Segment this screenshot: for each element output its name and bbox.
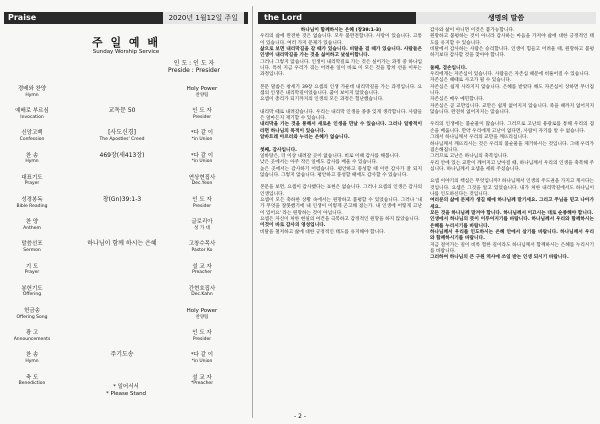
order-item-en: Confession <box>19 136 45 142</box>
order-leader <box>176 308 228 321</box>
sermon-paragraph: 하나님께서 깨뜨리시는 것은 우리의 불순물을 제거하시는 것입니다. 그때 우리가 겸손해집니다. <box>430 141 594 153</box>
service-date: 2020년 1월12일 주일 <box>163 12 244 24</box>
sermon-paragraph: 비탈에서 감사하는 사람은 승리합니다. 인생이 힘들고 어려울 때, 원망하고 불평하기보다 감사할 것을 찾아야 합니다. <box>430 47 594 59</box>
sermon-paragraph: 요셉이 모든 축하한 상황 속에서는 원망하고 불평할 수 있었습니다. 그러나 '내가 무엇을 잘못했기에 내 인생이 이렇게 곤고해 졌는가. 내 인생에 어떻게 고난이 있어요' 라는 원망하는 것이 아닙니다. <box>260 197 422 216</box>
page-number: - 2 - <box>294 413 306 420</box>
order-detail-main: 교독문 50 <box>108 107 136 115</box>
lord-header <box>258 12 596 24</box>
order-leader-en: Dec.Kahn <box>191 292 213 298</box>
order-detail <box>62 197 182 204</box>
order-item-en: Prayer <box>24 181 40 187</box>
sermon-text-col-1 <box>260 28 422 236</box>
order-leader-en: *in Union <box>191 358 213 364</box>
order-leader-ko: *다 같 이 <box>190 152 214 159</box>
order-leader-ko: 인 도 자 <box>192 197 212 203</box>
order-detail-main: 469장(새413장) <box>99 151 145 159</box>
sermon-paragraph: 인생에서 하나님의 뜻이 이루어지기를 바랍니다. 하나님께서 우리와 함께하시는 은혜를 누리시기를 바랍니다. <box>430 217 594 229</box>
sermon-paragraph: 여러분의 삶에 문제가 생길 때에 하나님께 맡기세요. 그리고 주님을 믿고 나아가세요. <box>430 198 594 210</box>
sermon-paragraph: 그러나 그렇지 않습니다. 인생이 내리막길로 가는 것은 실어가는 과정 중 하나입니다. 특히 지금 우리가 겪는 어려운 일이 바로 이 모든 것을 합쳐 선을 이루는 과정입니다. <box>260 59 422 78</box>
sermon-section-title: 생명의 말씀 <box>416 12 596 24</box>
order-detail-main: 주기도송 <box>110 351 134 359</box>
service-subtitle: Sunday Worship Service <box>92 49 160 55</box>
order-leader-en: 찬양팀 <box>195 92 209 98</box>
order-item-ko: 신앙고백 <box>21 130 43 137</box>
order-item <box>6 130 58 143</box>
order-leader-ko: 인 도 자 <box>192 108 212 115</box>
order-item-en: Hymn <box>25 92 39 98</box>
order-leader-en: Dec.Yeon <box>191 181 213 187</box>
order-leader-ko: Holy Power <box>186 86 218 92</box>
sermon-paragraph: 첫째, 감사입니다. <box>260 147 297 153</box>
order-item <box>6 175 58 188</box>
sermon-paragraph: 하나님께서 우리를 인도하시는 은혜 안에서 살기를 바랍니다. 하나님께서 우리와 함께하시기를 바랍니다. <box>430 229 594 242</box>
order-item-en: Sermon <box>23 247 41 253</box>
order-leader <box>176 130 228 143</box>
sermon-paragraph: 요셉은 자신이 처한 현실의 여건을 극복하고 감정적인 원망을 하지 않았습니다. <box>260 216 420 222</box>
order-item-en: Anthem <box>23 225 41 231</box>
column-divider <box>252 6 253 418</box>
praise-header <box>4 12 248 24</box>
order-item-ko: 예배로 부르심 <box>15 108 49 115</box>
presider-en: Preside : Presider <box>168 67 220 74</box>
order-leader-en: *in Union <box>191 159 213 165</box>
order-leader-ko: 설 교 자 <box>192 374 212 381</box>
order-leader-en: *Preacher <box>190 381 214 387</box>
order-item-en: Hymn <box>25 159 39 165</box>
order-detail <box>62 352 182 359</box>
order-item-en: Benediction <box>18 381 46 387</box>
order-leader-ko: 연상현집사 <box>188 174 216 181</box>
sermon-paragraph: 비탈을 철저하고 삶에 대한 긍정적인 태도를 유지해야 합니다. <box>260 229 386 235</box>
sermon-column <box>254 0 600 424</box>
order-detail-en: The Apostles' Creed <box>99 136 145 142</box>
sermon-paragraph: 자존심은 때때로 사고가 될 수 있습니다. <box>430 78 512 84</box>
order-leader <box>176 219 228 232</box>
sermon-paragraph: 내리막을 가는 것을 통해서 새로운 인생을 만날 수 있습니다. 그러나 일방적이라면 하나님의 목적이 있습니다. <box>260 122 422 134</box>
order-item-ko: 기 도 <box>25 263 39 270</box>
sermon-paragraph: 모든 것을 하나님께 맡겨야 합니다. 하나님께서 이끄시는 대로 순종해야 합니다. <box>430 210 594 216</box>
sermon-paragraph: 낮은 곳에서는 아주 작은 일에도 감사를 배울 수 있습니다. <box>260 160 378 166</box>
order-item-ko: 찬 송 <box>25 352 39 359</box>
order-leader <box>176 286 228 299</box>
stand-note-en: * Please Stand <box>105 391 147 397</box>
order-leader <box>176 86 228 99</box>
order-leader-ko: 설 교 자 <box>192 263 212 270</box>
order-item-ko: 찬 송 <box>25 152 39 159</box>
order-item <box>6 352 58 365</box>
sermon-paragraph: 이것이 바로 감사의 영성입니다. <box>260 223 326 229</box>
order-leader <box>176 175 228 188</box>
order-leader-ko: *다 같 이 <box>190 352 214 359</box>
stand-note <box>0 384 252 398</box>
sermon-paragraph: 둘째, 겸손입니다. <box>430 65 467 71</box>
order-item <box>6 308 58 321</box>
order-leader <box>176 264 228 277</box>
sermon-paragraph: 자존심은 쉽게 사라지지 않습니다. 은혜를 받았다 해도 자존심이 상하면 무너집니다. <box>430 84 594 97</box>
order-leader-en: Presider <box>192 336 212 342</box>
order-item-en: Offering <box>22 292 42 298</box>
sermon-text-col-2 <box>430 28 594 262</box>
sermon-paragraph: 지금 걸어가는 길이 비록 험한 길이라도 하나님께서 함께하시는 은혜를 누리시기를 바랍니다. <box>430 242 594 254</box>
order-item-en: Offering Song <box>16 314 48 320</box>
order-leader-ko: *다 같 이 <box>190 130 214 137</box>
order-item <box>6 264 58 277</box>
order-leader-en: 찬양팀 <box>195 314 209 320</box>
sermon-paragraph: 본문 말씀은 창세기 39장 요셉의 인생 가운데 내리막길을 가는 과정입니다. 요셉의 인생은 내리막길이었습니다. 꿈이 보이지 않았습니다. <box>260 84 422 97</box>
order-item-ko: 봉헌기도 <box>21 285 43 292</box>
order-detail <box>62 130 182 143</box>
order-item <box>6 286 58 299</box>
sermon-paragraph: 본문을 보면, 요셉이 감사했다는 표현은 없습니다. 그러나 요셉의 인생은 감사의 인생입니다. <box>260 185 422 197</box>
order-of-worship-column <box>0 0 252 424</box>
order-item-en: Bible Reading <box>16 203 48 209</box>
order-item <box>6 219 58 232</box>
order-leader <box>176 108 228 121</box>
order-leader-en: 성 가 대 <box>194 225 210 231</box>
presider-name: 인 도 : 인 도 자 <box>173 60 215 67</box>
order-item-ko: 광 고 <box>25 330 39 337</box>
order-leader <box>176 197 228 210</box>
order-item-ko: 대표기도 <box>21 174 43 181</box>
order-item-ko: 성경봉독 <box>21 197 43 203</box>
order-leader <box>176 352 228 365</box>
order-detail <box>62 241 182 248</box>
order-detail <box>62 108 182 115</box>
sermon-paragraph: 우리 안에 있는 교만이 깨어지고 낮아질 때, 하나님께서 우리의 인생을 축복해 주십니다. 하나님께서 요셉을 세워 주셨습니다. <box>430 160 594 172</box>
order-detail <box>62 153 182 160</box>
order-item <box>6 197 58 210</box>
order-item <box>6 241 58 254</box>
order-item-en: Announcements <box>13 336 51 342</box>
sermon-paragraph: 일바탕은, 더 이상 내려갈 곳이 없습니다. 비로 이때 감사를 해봅니다. <box>260 153 401 159</box>
order-leader-en: Pastor Ko <box>191 247 213 253</box>
sermon-paragraph: 하나님이 함께하시는 은혜 (창39:1-3) <box>300 28 382 33</box>
sermon-paragraph: 알바트레 아르러와 누리는 은혜가 없습니다. <box>260 135 350 141</box>
order-detail-main: 하나님이 함께 하시는 은혜 <box>87 240 157 248</box>
order-item-ko: 축 도 <box>25 374 39 381</box>
sermon-paragraph: 자존심은 곧 교만입니다. 교만은 쉽게 없어지지 않습니다. 죽을 때까지 없어지지 않습니다. 완전히 없어지지는 않습니다. <box>430 103 594 116</box>
order-leader-ko: 간현호집사 <box>188 285 216 292</box>
order-leader <box>176 153 228 166</box>
order-leader <box>176 241 228 254</box>
order-leader-ko: 고창수목사 <box>188 241 216 248</box>
sermon-paragraph: 그래서 하나님께서 우리의 교만을 깨뜨리십니다. <box>430 135 529 141</box>
order-leader-en: *in Union <box>191 136 213 142</box>
order-detail-main: [사도신경] <box>108 129 136 137</box>
order-item-ko: 헌금송 <box>24 308 40 314</box>
service-title: 주 일 예 배 <box>92 36 160 49</box>
order-leader-ko: 글로리아 <box>191 219 213 226</box>
sermon-paragraph: 요셉 이야기의 핵심은 무엇입니까? 하나님께서 인생의 주도권을 가지고 계시다는 것입니다. 요셉은 그것을 알고 있었습니다. 내가 처한 내리막길에서도 하나님이 나를 인도하신다는 것입니다. <box>430 179 594 197</box>
order-leader <box>176 330 228 343</box>
order-item-en: Invocation <box>20 114 44 120</box>
order-leader-en: Preacher <box>192 270 212 276</box>
order-item-ko: 말씀선포 <box>21 241 43 248</box>
order-leader-en: Presider <box>192 114 212 120</box>
lord-tag: the Lord <box>264 13 302 22</box>
sermon-paragraph: 우리의 삶에 완전한 것은 없습니다. 모두 불완전합니다. 사랑이 있습니다. 고통이 있습니다. 여러 가지 문제가 있습니다. <box>260 34 422 46</box>
sermon-paragraph: 그러하여 하나님의 큰 구원 역사에 쓰임 받는 인생 되시기 바랍니다. <box>430 255 569 261</box>
order-item <box>6 153 58 166</box>
sermon-paragraph: 우리에게는 자존심이 있습니다. 사람들은 자존심 때문에 비뚤어질 수 있습니다. <box>430 72 590 78</box>
order-leader-en: Presider <box>192 203 212 209</box>
sermon-paragraph: 내리막 때로 내려갔습니다. 우리는 내리막 인생을 종종 잊게 생각합니다. 사람들은 얼마든지 재기할 수 있습니다. <box>260 109 422 122</box>
order-leader-ko: Holy Power <box>186 308 218 314</box>
order-item <box>6 108 58 121</box>
sermon-paragraph: 우리의 인생에는 불순물이 많습니다. 그러므로 고난의 용광로를 통해 우리의 겸손을 배웁니다. 만약 우리에게 고난이 없다면, 사람이 자기를 알 수 없습니다. <box>430 122 594 134</box>
sermon-paragraph: 요셉이 총리가 되기까지의 인생의 모든 과정은 험난했습니다. <box>260 97 384 103</box>
order-item-en: Hymn <box>25 358 39 364</box>
order-leader-ko: 인 도 자 <box>192 330 212 337</box>
stand-note-ko: * 일어서서 <box>113 384 139 390</box>
sermon-paragraph: 높은 곳에서는 감사하기 어렵습니다. 평안하고 풍성할 때 이런 감사가 잘 되지 않습니다. 그렇지 않습니다. 평안하고 풍성할 때에도 감사할 수 있습니다. <box>260 166 422 178</box>
order-detail-main: 창(Gn)39:1-3 <box>102 196 142 203</box>
sermon-paragraph: 그러므로 고난은 하나님의 축복입니다. <box>430 154 509 160</box>
order-item <box>6 330 58 343</box>
sermon-paragraph: 감사와 삶이 아니면 이것은 불가능합니다. <box>430 28 515 33</box>
sermon-paragraph: 삶으로 보면 내리막길을 갈 때가 있습니다. 비탈을 걸 때가 있습니다. 사람들은 인생이 내리막길을 가는 것을 싫어하고 낯설어합니다. <box>260 47 422 59</box>
sermon-paragraph: 자존심은 매우 예민합니다. <box>430 97 485 103</box>
presider <box>168 60 220 74</box>
order-item-ko: 찬 양 <box>25 219 39 226</box>
order-item-en: Prayer <box>24 270 40 276</box>
order-item <box>6 86 58 99</box>
sermon-paragraph: 원망하고 불평하는 것이 아니라 감사하는 마음을 가져야 삶에 대한 긍정적인 태도를 유지할 수 있습니다. <box>430 34 594 46</box>
order-item-ko: 경배와 찬양 <box>17 86 47 92</box>
praise-tag: Praise <box>8 13 37 22</box>
